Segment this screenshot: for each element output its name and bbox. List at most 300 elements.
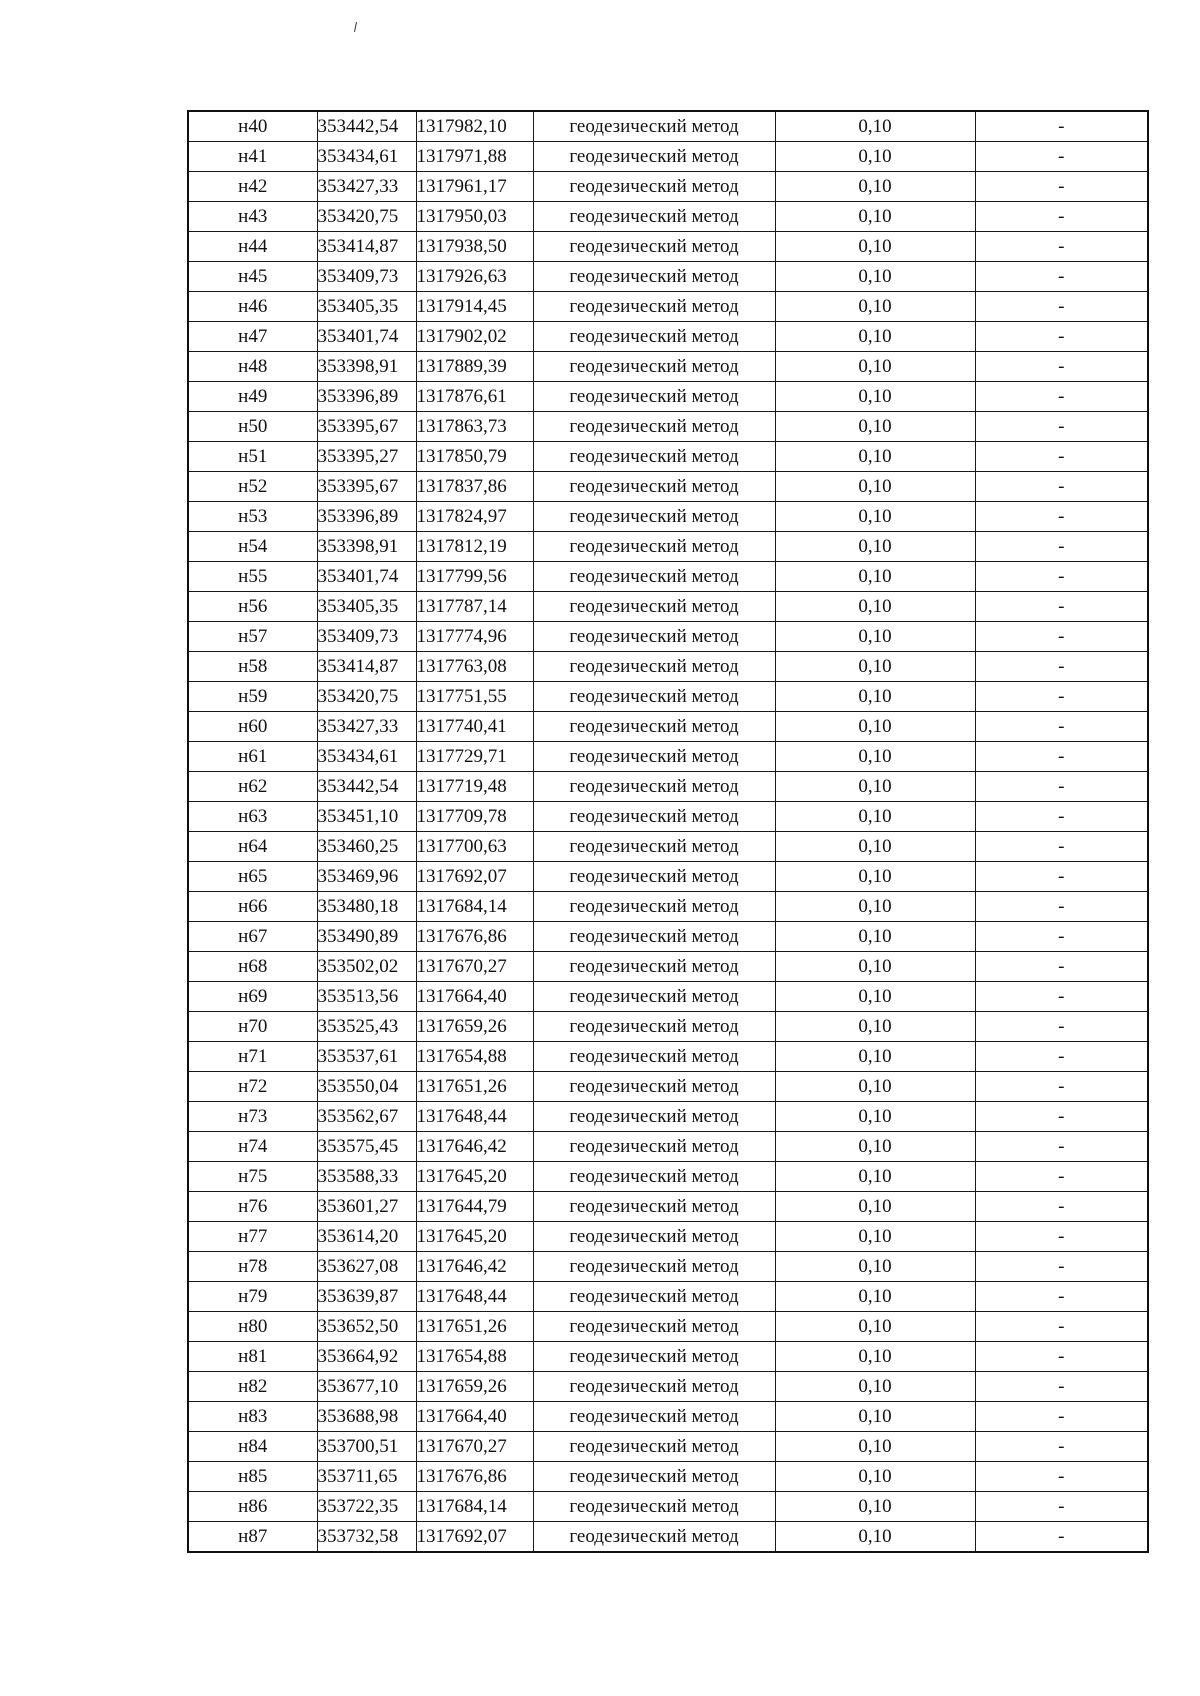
description-cell: -	[975, 742, 1148, 772]
method-cell: геодезический метод	[533, 232, 775, 262]
description-cell: -	[975, 1162, 1148, 1192]
y-coordinate-cell: 1317645,20	[416, 1222, 533, 1252]
point-name-cell: н46	[188, 292, 317, 322]
accuracy-cell: 0,10	[775, 1162, 975, 1192]
description-cell: -	[975, 1492, 1148, 1522]
x-coordinate-cell: 353405,35	[317, 592, 416, 622]
method-cell: геодезический метод	[533, 1402, 775, 1432]
description-cell: -	[975, 682, 1148, 712]
x-coordinate-cell: 353398,91	[317, 352, 416, 382]
y-coordinate-cell: 1317646,42	[416, 1132, 533, 1162]
x-coordinate-cell: 353434,61	[317, 142, 416, 172]
y-coordinate-cell: 1317654,88	[416, 1342, 533, 1372]
table-row	[188, 622, 1148, 652]
table-row	[188, 592, 1148, 622]
table-row	[188, 532, 1148, 562]
y-coordinate-cell: 1317676,86	[416, 1462, 533, 1492]
accuracy-cell: 0,10	[775, 292, 975, 322]
accuracy-cell: 0,10	[775, 442, 975, 472]
method-cell: геодезический метод	[533, 862, 775, 892]
x-coordinate-cell: 353405,35	[317, 292, 416, 322]
y-coordinate-cell: 1317982,10	[416, 111, 533, 142]
point-name-cell: н49	[188, 382, 317, 412]
accuracy-cell: 0,10	[775, 682, 975, 712]
description-cell: -	[975, 1072, 1148, 1102]
description-cell: -	[975, 472, 1148, 502]
point-name-cell: н65	[188, 862, 317, 892]
table-row	[188, 802, 1148, 832]
y-coordinate-cell: 1317651,26	[416, 1312, 533, 1342]
accuracy-cell: 0,10	[775, 772, 975, 802]
table-row	[188, 712, 1148, 742]
point-name-cell: н71	[188, 1042, 317, 1072]
y-coordinate-cell: 1317889,39	[416, 352, 533, 382]
accuracy-cell: 0,10	[775, 262, 975, 292]
y-coordinate-cell: 1317729,71	[416, 742, 533, 772]
description-cell: -	[975, 592, 1148, 622]
description-cell: -	[975, 982, 1148, 1012]
accuracy-cell: 0,10	[775, 892, 975, 922]
description-cell: -	[975, 802, 1148, 832]
accuracy-cell: 0,10	[775, 742, 975, 772]
accuracy-cell: 0,10	[775, 1042, 975, 1072]
y-coordinate-cell: 1317676,86	[416, 922, 533, 952]
table-row	[188, 1132, 1148, 1162]
x-coordinate-cell: 353639,87	[317, 1282, 416, 1312]
description-cell: -	[975, 352, 1148, 382]
point-name-cell: н73	[188, 1102, 317, 1132]
table-row	[188, 352, 1148, 382]
method-cell: геодезический метод	[533, 1102, 775, 1132]
description-cell: -	[975, 382, 1148, 412]
description-cell: -	[975, 502, 1148, 532]
y-coordinate-cell: 1317648,44	[416, 1102, 533, 1132]
accuracy-cell: 0,10	[775, 1192, 975, 1222]
accuracy-cell: 0,10	[775, 111, 975, 142]
y-coordinate-cell: 1317812,19	[416, 532, 533, 562]
y-coordinate-cell: 1317692,07	[416, 1522, 533, 1553]
table-row	[188, 232, 1148, 262]
x-coordinate-cell: 353442,54	[317, 111, 416, 142]
point-name-cell: н77	[188, 1222, 317, 1252]
table-row	[188, 172, 1148, 202]
description-cell: -	[975, 622, 1148, 652]
table-row	[188, 472, 1148, 502]
point-name-cell: н64	[188, 832, 317, 862]
description-cell: -	[975, 142, 1148, 172]
y-coordinate-cell: 1317863,73	[416, 412, 533, 442]
method-cell: геодезический метод	[533, 952, 775, 982]
method-cell: геодезический метод	[533, 111, 775, 142]
y-coordinate-cell: 1317659,26	[416, 1012, 533, 1042]
description-cell: -	[975, 1522, 1148, 1553]
description-cell: -	[975, 202, 1148, 232]
point-name-cell: н42	[188, 172, 317, 202]
y-coordinate-cell: 1317961,17	[416, 172, 533, 202]
point-name-cell: н40	[188, 111, 317, 142]
y-coordinate-cell: 1317684,14	[416, 1492, 533, 1522]
method-cell: геодезический метод	[533, 172, 775, 202]
x-coordinate-cell: 353401,74	[317, 562, 416, 592]
x-coordinate-cell: 353420,75	[317, 682, 416, 712]
description-cell: -	[975, 1132, 1148, 1162]
accuracy-cell: 0,10	[775, 832, 975, 862]
table-row	[188, 502, 1148, 532]
x-coordinate-cell: 353420,75	[317, 202, 416, 232]
table-row	[188, 1192, 1148, 1222]
method-cell: геодезический метод	[533, 982, 775, 1012]
description-cell: -	[975, 172, 1148, 202]
x-coordinate-cell: 353664,92	[317, 1342, 416, 1372]
point-name-cell: н51	[188, 442, 317, 472]
y-coordinate-cell: 1317670,27	[416, 952, 533, 982]
accuracy-cell: 0,10	[775, 1462, 975, 1492]
y-coordinate-cell: 1317692,07	[416, 862, 533, 892]
point-name-cell: н62	[188, 772, 317, 802]
accuracy-cell: 0,10	[775, 982, 975, 1012]
accuracy-cell: 0,10	[775, 352, 975, 382]
x-coordinate-cell: 353513,56	[317, 982, 416, 1012]
description-cell: -	[975, 832, 1148, 862]
point-name-cell: н79	[188, 1282, 317, 1312]
x-coordinate-cell: 353688,98	[317, 1402, 416, 1432]
y-coordinate-cell: 1317837,86	[416, 472, 533, 502]
point-name-cell: н81	[188, 1342, 317, 1372]
table-row	[188, 832, 1148, 862]
method-cell: геодезический метод	[533, 1222, 775, 1252]
x-coordinate-cell: 353442,54	[317, 772, 416, 802]
accuracy-cell: 0,10	[775, 1252, 975, 1282]
x-coordinate-cell: 353434,61	[317, 742, 416, 772]
accuracy-cell: 0,10	[775, 922, 975, 952]
description-cell: -	[975, 262, 1148, 292]
description-cell: -	[975, 1312, 1148, 1342]
table-row	[188, 1102, 1148, 1132]
method-cell: геодезический метод	[533, 682, 775, 712]
table-row	[188, 292, 1148, 322]
method-cell: геодезический метод	[533, 352, 775, 382]
table-row	[188, 262, 1148, 292]
y-coordinate-cell: 1317740,41	[416, 712, 533, 742]
method-cell: геодезический метод	[533, 472, 775, 502]
point-name-cell: н43	[188, 202, 317, 232]
table-row	[188, 1252, 1148, 1282]
y-coordinate-cell: 1317700,63	[416, 832, 533, 862]
y-coordinate-cell: 1317971,88	[416, 142, 533, 172]
accuracy-cell: 0,10	[775, 652, 975, 682]
table-row	[188, 111, 1148, 142]
table-row	[188, 982, 1148, 1012]
x-coordinate-cell: 353409,73	[317, 262, 416, 292]
x-coordinate-cell: 353614,20	[317, 1222, 416, 1252]
description-cell: -	[975, 1402, 1148, 1432]
x-coordinate-cell: 353722,35	[317, 1492, 416, 1522]
y-coordinate-cell: 1317902,02	[416, 322, 533, 352]
description-cell: -	[975, 1282, 1148, 1312]
table-row	[188, 1402, 1148, 1432]
method-cell: геодезический метод	[533, 412, 775, 442]
scan-mark	[354, 22, 357, 32]
description-cell: -	[975, 772, 1148, 802]
point-name-cell: н67	[188, 922, 317, 952]
accuracy-cell: 0,10	[775, 232, 975, 262]
table-row	[188, 1012, 1148, 1042]
table-row	[188, 1432, 1148, 1462]
method-cell: геодезический метод	[533, 802, 775, 832]
x-coordinate-cell: 353414,87	[317, 232, 416, 262]
table-row	[188, 1282, 1148, 1312]
y-coordinate-cell: 1317646,42	[416, 1252, 533, 1282]
point-name-cell: н83	[188, 1402, 317, 1432]
x-coordinate-cell: 353537,61	[317, 1042, 416, 1072]
description-cell: -	[975, 1372, 1148, 1402]
method-cell: геодезический метод	[533, 1132, 775, 1162]
table-row	[188, 1342, 1148, 1372]
method-cell: геодезический метод	[533, 622, 775, 652]
description-cell: -	[975, 532, 1148, 562]
table-row	[188, 202, 1148, 232]
x-coordinate-cell: 353396,89	[317, 502, 416, 532]
point-name-cell: н84	[188, 1432, 317, 1462]
method-cell: геодезический метод	[533, 262, 775, 292]
x-coordinate-cell: 353502,02	[317, 952, 416, 982]
y-coordinate-cell: 1317850,79	[416, 442, 533, 472]
point-name-cell: н80	[188, 1312, 317, 1342]
table-row	[188, 862, 1148, 892]
point-name-cell: н60	[188, 712, 317, 742]
table-row	[188, 1222, 1148, 1252]
y-coordinate-cell: 1317876,61	[416, 382, 533, 412]
method-cell: геодезический метод	[533, 442, 775, 472]
point-name-cell: н76	[188, 1192, 317, 1222]
accuracy-cell: 0,10	[775, 1132, 975, 1162]
method-cell: геодезический метод	[533, 1312, 775, 1342]
method-cell: геодезический метод	[533, 1252, 775, 1282]
table-row	[188, 382, 1148, 412]
x-coordinate-cell: 353427,33	[317, 712, 416, 742]
method-cell: геодезический метод	[533, 1492, 775, 1522]
point-name-cell: н52	[188, 472, 317, 502]
point-name-cell: н54	[188, 532, 317, 562]
x-coordinate-cell: 353550,04	[317, 1072, 416, 1102]
accuracy-cell: 0,10	[775, 1282, 975, 1312]
x-coordinate-cell: 353395,27	[317, 442, 416, 472]
method-cell: геодезический метод	[533, 832, 775, 862]
method-cell: геодезический метод	[533, 1042, 775, 1072]
accuracy-cell: 0,10	[775, 172, 975, 202]
accuracy-cell: 0,10	[775, 412, 975, 442]
x-coordinate-cell: 353414,87	[317, 652, 416, 682]
table-row	[188, 412, 1148, 442]
method-cell: геодезический метод	[533, 922, 775, 952]
method-cell: геодезический метод	[533, 1282, 775, 1312]
method-cell: геодезический метод	[533, 772, 775, 802]
description-cell: -	[975, 1252, 1148, 1282]
accuracy-cell: 0,10	[775, 952, 975, 982]
table-row	[188, 442, 1148, 472]
y-coordinate-cell: 1317654,88	[416, 1042, 533, 1072]
x-coordinate-cell: 353401,74	[317, 322, 416, 352]
description-cell: -	[975, 1012, 1148, 1042]
point-name-cell: н87	[188, 1522, 317, 1553]
y-coordinate-cell: 1317651,26	[416, 1072, 533, 1102]
table-row	[188, 772, 1148, 802]
method-cell: геодезический метод	[533, 652, 775, 682]
y-coordinate-cell: 1317938,50	[416, 232, 533, 262]
x-coordinate-cell: 353677,10	[317, 1372, 416, 1402]
description-cell: -	[975, 232, 1148, 262]
accuracy-cell: 0,10	[775, 1402, 975, 1432]
table-row	[188, 142, 1148, 172]
point-name-cell: н41	[188, 142, 317, 172]
point-name-cell: н55	[188, 562, 317, 592]
description-cell: -	[975, 292, 1148, 322]
point-name-cell: н59	[188, 682, 317, 712]
accuracy-cell: 0,10	[775, 532, 975, 562]
description-cell: -	[975, 442, 1148, 472]
y-coordinate-cell: 1317914,45	[416, 292, 533, 322]
point-name-cell: н66	[188, 892, 317, 922]
y-coordinate-cell: 1317799,56	[416, 562, 533, 592]
accuracy-cell: 0,10	[775, 1372, 975, 1402]
x-coordinate-cell: 353575,45	[317, 1132, 416, 1162]
y-coordinate-cell: 1317645,20	[416, 1162, 533, 1192]
x-coordinate-cell: 353525,43	[317, 1012, 416, 1042]
description-cell: -	[975, 562, 1148, 592]
x-coordinate-cell: 353460,25	[317, 832, 416, 862]
accuracy-cell: 0,10	[775, 1522, 975, 1553]
point-name-cell: н56	[188, 592, 317, 622]
description-cell: -	[975, 111, 1148, 142]
x-coordinate-cell: 353395,67	[317, 472, 416, 502]
x-coordinate-cell: 353409,73	[317, 622, 416, 652]
accuracy-cell: 0,10	[775, 322, 975, 352]
description-cell: -	[975, 1222, 1148, 1252]
point-name-cell: н74	[188, 1132, 317, 1162]
accuracy-cell: 0,10	[775, 382, 975, 412]
point-name-cell: н82	[188, 1372, 317, 1402]
point-name-cell: н75	[188, 1162, 317, 1192]
accuracy-cell: 0,10	[775, 712, 975, 742]
table-row	[188, 922, 1148, 952]
x-coordinate-cell: 353396,89	[317, 382, 416, 412]
method-cell: геодезический метод	[533, 1342, 775, 1372]
method-cell: геодезический метод	[533, 532, 775, 562]
table-row	[188, 1072, 1148, 1102]
description-cell: -	[975, 412, 1148, 442]
table-row	[188, 1522, 1148, 1553]
table-row	[188, 682, 1148, 712]
point-name-cell: н50	[188, 412, 317, 442]
accuracy-cell: 0,10	[775, 1492, 975, 1522]
point-name-cell: н57	[188, 622, 317, 652]
method-cell: геодезический метод	[533, 1372, 775, 1402]
point-name-cell: н70	[188, 1012, 317, 1042]
method-cell: геодезический метод	[533, 142, 775, 172]
y-coordinate-cell: 1317670,27	[416, 1432, 533, 1462]
method-cell: геодезический метод	[533, 1462, 775, 1492]
point-name-cell: н58	[188, 652, 317, 682]
accuracy-cell: 0,10	[775, 142, 975, 172]
table-row	[188, 652, 1148, 682]
y-coordinate-cell: 1317659,26	[416, 1372, 533, 1402]
method-cell: геодезический метод	[533, 1012, 775, 1042]
accuracy-cell: 0,10	[775, 862, 975, 892]
method-cell: геодезический метод	[533, 892, 775, 922]
method-cell: геодезический метод	[533, 1192, 775, 1222]
table-row	[188, 322, 1148, 352]
description-cell: -	[975, 322, 1148, 352]
table-row	[188, 892, 1148, 922]
description-cell: -	[975, 1432, 1148, 1462]
y-coordinate-cell: 1317719,48	[416, 772, 533, 802]
x-coordinate-cell: 353469,96	[317, 862, 416, 892]
x-coordinate-cell: 353490,89	[317, 922, 416, 952]
x-coordinate-cell: 353480,18	[317, 892, 416, 922]
y-coordinate-cell: 1317664,40	[416, 1402, 533, 1432]
y-coordinate-cell: 1317751,55	[416, 682, 533, 712]
table-row	[188, 742, 1148, 772]
method-cell: геодезический метод	[533, 562, 775, 592]
accuracy-cell: 0,10	[775, 1012, 975, 1042]
method-cell: геодезический метод	[533, 592, 775, 622]
coordinates-table	[187, 110, 1149, 1553]
point-name-cell: н61	[188, 742, 317, 772]
x-coordinate-cell: 353627,08	[317, 1252, 416, 1282]
accuracy-cell: 0,10	[775, 622, 975, 652]
y-coordinate-cell: 1317787,14	[416, 592, 533, 622]
method-cell: геодезический метод	[533, 322, 775, 352]
accuracy-cell: 0,10	[775, 472, 975, 502]
point-name-cell: н72	[188, 1072, 317, 1102]
method-cell: геодезический метод	[533, 1162, 775, 1192]
point-name-cell: н47	[188, 322, 317, 352]
accuracy-cell: 0,10	[775, 562, 975, 592]
method-cell: геодезический метод	[533, 202, 775, 232]
y-coordinate-cell: 1317763,08	[416, 652, 533, 682]
description-cell: -	[975, 952, 1148, 982]
method-cell: геодезический метод	[533, 1072, 775, 1102]
accuracy-cell: 0,10	[775, 1072, 975, 1102]
y-coordinate-cell: 1317926,63	[416, 262, 533, 292]
point-name-cell: н85	[188, 1462, 317, 1492]
x-coordinate-cell: 353732,58	[317, 1522, 416, 1553]
y-coordinate-cell: 1317648,44	[416, 1282, 533, 1312]
description-cell: -	[975, 892, 1148, 922]
table-row	[188, 1042, 1148, 1072]
method-cell: геодезический метод	[533, 742, 775, 772]
description-cell: -	[975, 712, 1148, 742]
accuracy-cell: 0,10	[775, 1342, 975, 1372]
coordinates-table-body	[188, 111, 1148, 1552]
description-cell: -	[975, 1342, 1148, 1372]
method-cell: геодезический метод	[533, 1522, 775, 1553]
description-cell: -	[975, 652, 1148, 682]
method-cell: геодезический метод	[533, 292, 775, 322]
x-coordinate-cell: 353451,10	[317, 802, 416, 832]
point-name-cell: н45	[188, 262, 317, 292]
x-coordinate-cell: 353395,67	[317, 412, 416, 442]
y-coordinate-cell: 1317709,78	[416, 802, 533, 832]
description-cell: -	[975, 1462, 1148, 1492]
method-cell: геодезический метод	[533, 712, 775, 742]
table-row	[188, 1462, 1148, 1492]
method-cell: геодезический метод	[533, 502, 775, 532]
table-row	[188, 1372, 1148, 1402]
x-coordinate-cell: 353601,27	[317, 1192, 416, 1222]
point-name-cell: н63	[188, 802, 317, 832]
x-coordinate-cell: 353711,65	[317, 1462, 416, 1492]
